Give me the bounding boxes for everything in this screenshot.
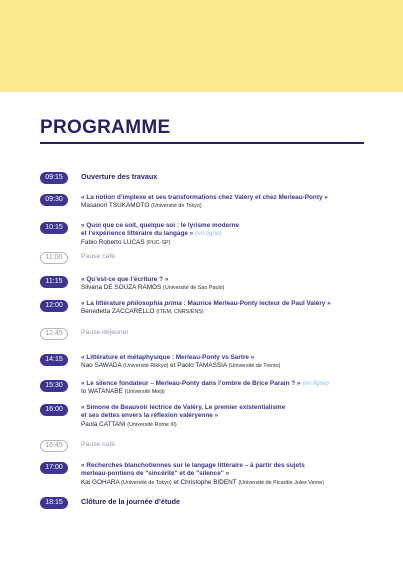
talk-line (81, 354, 371, 362)
talk-title: « Le silence fondateur – Merleau-Ponty dans l’ombre de Brice Parain ? » (81, 380, 301, 387)
speaker-line (81, 308, 371, 316)
speaker-line (81, 421, 371, 429)
session-details (81, 380, 371, 397)
time-badge: 09:30 (45, 196, 63, 203)
speaker-line (81, 479, 371, 487)
talk-line (81, 194, 371, 202)
speaker-affiliation: (Université de Tokyo) (151, 203, 202, 210)
speaker-name: Kai GOHARA (81, 478, 120, 486)
time-pill (40, 172, 68, 184)
session-headline: Ouverture des travaux (81, 172, 158, 181)
talk-title: « Simone de Beauvoir lectrice de Valéry. Le premier existentialisme (81, 404, 286, 411)
talk-line (81, 300, 371, 308)
speaker-affiliation: (ITEM, CNRS/ENS) (156, 309, 204, 316)
speaker-name: Silvana DE SOUZA RAMOS (81, 284, 162, 292)
session-details (81, 404, 371, 429)
time-pill (40, 252, 68, 264)
session-details (81, 329, 371, 337)
break-label: Pause déjeuner (81, 329, 129, 336)
time-pill (40, 328, 68, 340)
page-title: PROGRAMME (40, 117, 171, 138)
session-details (81, 462, 371, 487)
headline-line (81, 498, 371, 506)
session-headline: Clôture de la journée d’étude (81, 497, 181, 506)
time-pill (40, 440, 68, 452)
talk-line (81, 276, 371, 284)
talk-line (81, 404, 371, 412)
talk-title: merleau-pontiens de "sincérité" et de "silence" » (81, 470, 230, 478)
title-underline (40, 142, 364, 144)
time-pill (40, 380, 68, 392)
speaker-joiner: et (170, 362, 176, 370)
speaker-name: Paolo TAMASSIA (177, 362, 227, 370)
time-pill (40, 462, 68, 474)
online-note: (en ligne) (302, 380, 329, 387)
time-pill (40, 300, 68, 312)
time-badge: 10:15 (45, 224, 63, 231)
talk-title: et ses dettes envers la réflexion valéryenne » (81, 412, 219, 420)
time-pill (40, 404, 68, 416)
time-badge: 12:45 (45, 330, 63, 337)
speaker-affiliation: (Université de Sao Paulo) (163, 285, 225, 292)
speaker-line (81, 388, 371, 396)
talk-title-part: « La littérature (81, 300, 127, 307)
session-details (81, 194, 371, 211)
session-details (81, 173, 371, 181)
speaker-name: Benedetta ZACCARELLO (81, 308, 155, 316)
session-details (81, 222, 371, 247)
speaker-line (81, 239, 371, 247)
talk-line (81, 470, 371, 478)
session-details (81, 300, 371, 317)
talk-line (81, 222, 371, 230)
talk-title: « La notion d’implexe et ses transformations chez Valéry et chez Merleau-Ponty » (81, 194, 328, 201)
time-pill (40, 276, 68, 288)
session-details (81, 253, 371, 261)
break-line (81, 253, 371, 261)
speaker-affiliation: (Université de Trento) (228, 363, 281, 370)
break-line (81, 329, 371, 337)
online-note: (en ligne) (195, 230, 222, 238)
talk-line (81, 462, 371, 470)
header-band (0, 0, 403, 92)
speaker-affiliation: (Université Meiji) (124, 389, 165, 396)
speaker-affiliation: (PUC-SP) (146, 239, 171, 246)
talk-title: « Qu’est-ce que l’écriture ? » (81, 276, 169, 283)
session-details (81, 276, 371, 293)
talk-title: et l’expérience littéraire du langage » (81, 230, 194, 238)
headline-line (81, 173, 371, 181)
time-badge: 16:00 (45, 406, 63, 413)
time-badge: 16:45 (45, 442, 63, 449)
speaker-line (81, 202, 371, 210)
time-badge: 09:15 (45, 174, 63, 181)
talk-line (81, 230, 371, 238)
break-label: Pause café (81, 253, 116, 260)
session-details (81, 441, 371, 449)
speaker-name: Fabio Roberto LUCAS (81, 238, 145, 246)
speaker-joiner: et Christophe BIDENT (173, 478, 237, 486)
time-badge: 18:15 (45, 499, 63, 506)
break-line (81, 441, 371, 449)
time-pill (40, 354, 68, 366)
session-details (81, 354, 371, 371)
talk-title: « Quoi que ce soit, quelque soi : le lyrisme moderne (81, 222, 240, 229)
speaker-name: Nao SAWADA (81, 362, 122, 370)
speaker-affiliation: (Université Rikkyo) (123, 363, 169, 370)
time-pill (40, 194, 68, 206)
session-details (81, 498, 371, 506)
time-badge: 11:00 (45, 254, 63, 261)
talk-line (81, 412, 371, 420)
time-pill (40, 222, 68, 234)
speaker-affiliation: (Université de Tokyo) (121, 479, 172, 486)
speaker-name: Masanori TSUKAMOTO (81, 202, 150, 210)
talk-title: « Recherches blanchotiennes sur le langage littéraire – à partir des sujets (81, 462, 305, 469)
time-badge: 15:30 (45, 382, 63, 389)
time-badge: 11:15 (45, 278, 63, 285)
speaker-affiliation: (Université de Picardie Jules Verne) (238, 479, 325, 486)
talk-line (81, 380, 371, 388)
break-label: Pause café (81, 441, 116, 448)
time-badge: 17:00 (45, 464, 63, 471)
time-badge: 12:00 (45, 302, 63, 309)
speaker-name: Io WATANABE (81, 388, 123, 396)
speaker-line (81, 284, 371, 292)
talk-title-part: : Maurice Merleau-Ponty lecteur de Paul Valéry » (181, 300, 331, 307)
speaker-name: Paola CATTANI (81, 420, 126, 428)
time-badge: 14:15 (45, 356, 63, 363)
talk-title-italic: philosophia prima (126, 300, 182, 307)
speaker-affiliation: (Université Rome III) (127, 421, 177, 428)
time-pill (40, 497, 68, 509)
speaker-line (81, 362, 371, 370)
talk-title: « Littérature et métaphysique : Merleau-Ponty vs Sartre » (81, 354, 255, 361)
